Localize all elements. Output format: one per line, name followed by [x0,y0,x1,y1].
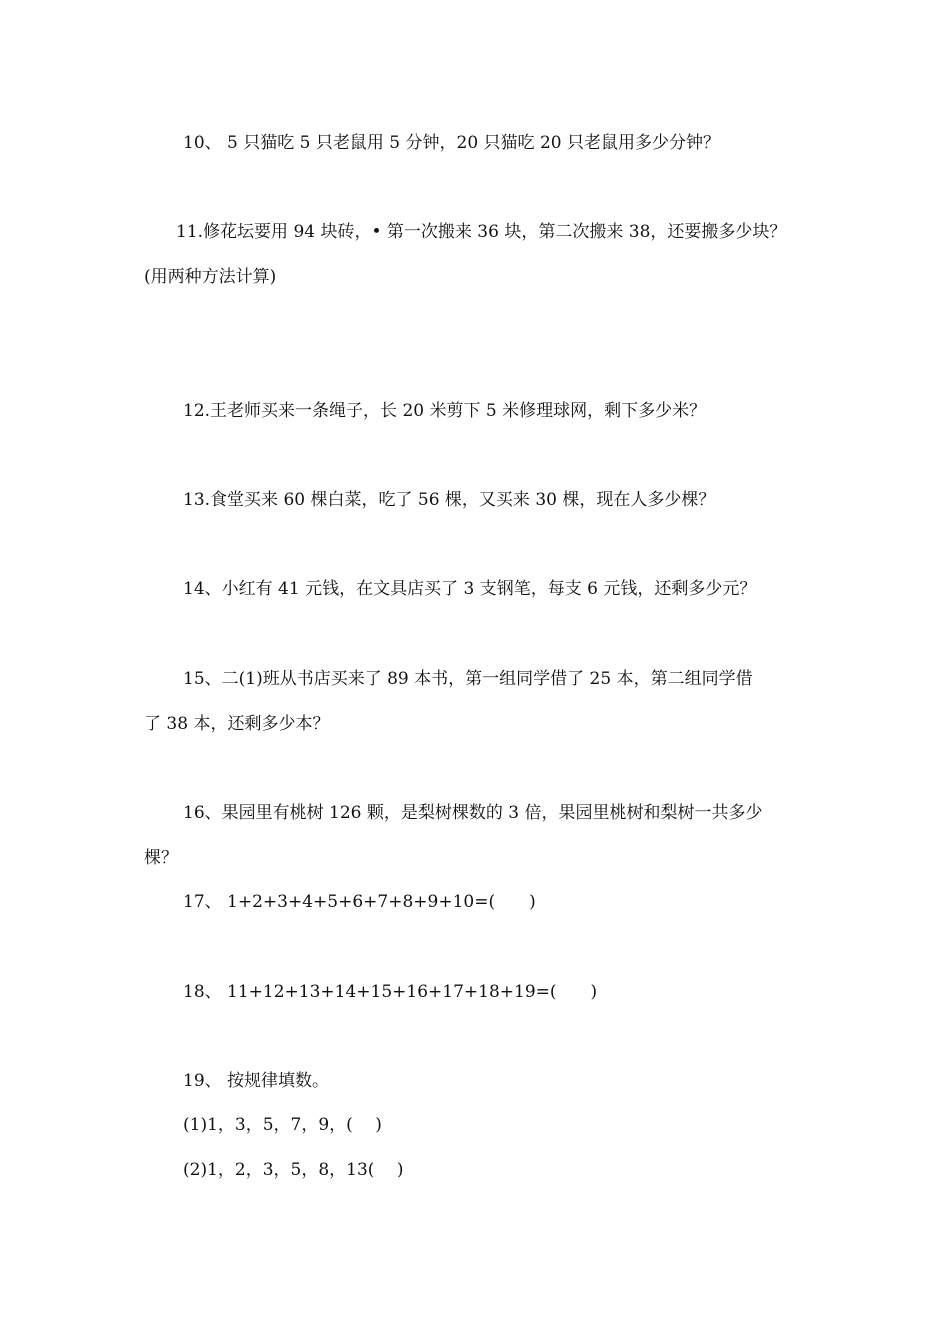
problem-13: 13.食堂买来 60 棵白菜，吃了 56 棵，又买来 30 棵，现在人多少棵？ [183,490,716,510]
problem-16-line-2: 棵？ [144,848,178,868]
problem-15-line-2: 了 38 本，还剩多少本？ [144,714,330,734]
problem-11-line-2: (用两种方法计算) [144,267,277,287]
problem-12: 12.王老师买来一条绳子，长 20 米剪下 5 米修理球网，剩下多少米？ [183,401,707,421]
problem-19-part-2: (2)1，2，3，5，8，13( ) [183,1160,404,1180]
problem-16-line-1: 16、果园里有桃树 126 颗，是梨树棵数的 3 倍，果园里桃树和梨树一共多少 [183,803,763,823]
problem-18: 18、 11+12+13+14+15+16+17+18+19=( ) [183,982,598,1002]
problem-15-line-1: 15、二(1)班从书店买来了 89 本书，第一组同学借了 25 本，第二组同学借 [183,669,753,689]
problem-10: 10、 5 只猫吃 5 只老鼠用 5 分钟，20 只猫吃 20 只老鼠用多少分钟？ [183,133,720,153]
problem-14: 14、小红有 41 元钱，在文具店买了 3 支钢笔，每支 6 元钱，还剩多少元？ [183,579,757,599]
problem-11-line-1: 11.修花坛要用 94 块砖，• 第一次搬来 36 块，第二次搬来 38，还要搬多少块？ [176,222,787,242]
problem-17: 17、 1+2+3+4+5+6+7+8+9+10=( ) [183,892,536,912]
problem-19-title: 19、 按规律填数。 [183,1071,330,1091]
problem-19-part-1: (1)1，3，5，7，9，( ) [183,1115,382,1135]
